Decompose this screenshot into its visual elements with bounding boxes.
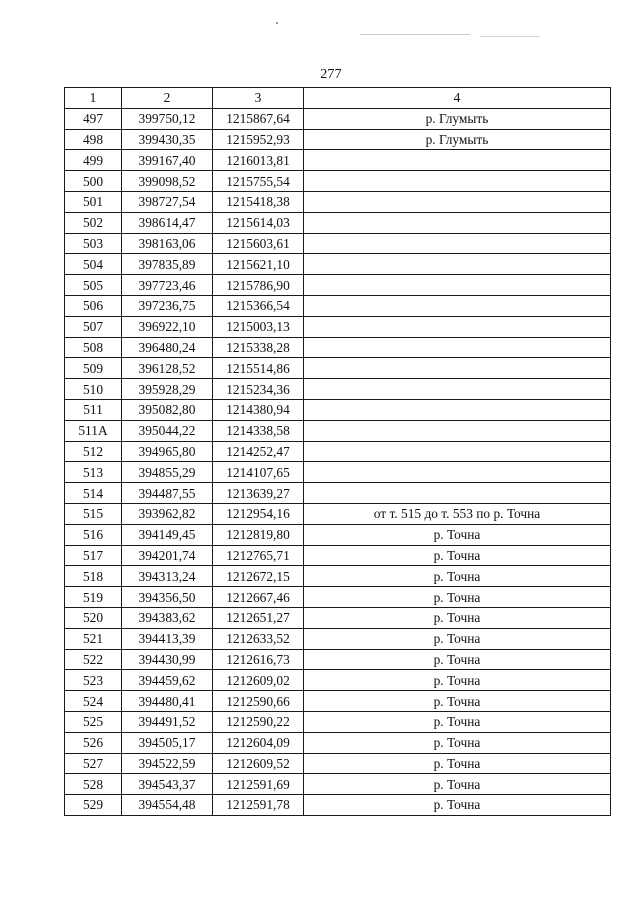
table-row: [65, 379, 611, 400]
cell-x-coordinate: 396480,24: [122, 337, 213, 358]
cell-note: р. Точна: [304, 732, 611, 753]
cell-x-coordinate: 394522,59: [122, 753, 213, 774]
cell-note: р. Точна: [304, 711, 611, 732]
cell-x-coordinate: 395928,29: [122, 379, 213, 400]
cell-point-number: 514: [65, 483, 122, 504]
cell-x-coordinate: 398727,54: [122, 191, 213, 212]
cell-x-coordinate: 394149,45: [122, 524, 213, 545]
cell-point-number: 501: [65, 191, 122, 212]
cell-point-number: 497: [65, 108, 122, 129]
scan-speck: [276, 22, 278, 24]
cell-x-coordinate: 395044,22: [122, 420, 213, 441]
table-row: [65, 108, 611, 129]
cell-y-coordinate: 1215867,64: [213, 108, 304, 129]
table-row: [65, 337, 611, 358]
table-row: [65, 607, 611, 628]
cell-point-number: 517: [65, 545, 122, 566]
scan-speck: [480, 36, 540, 37]
table-row: [65, 795, 611, 816]
cell-x-coordinate: 394965,80: [122, 441, 213, 462]
column-header-x: 2: [122, 88, 213, 109]
cell-y-coordinate: 1212590,66: [213, 691, 304, 712]
cell-x-coordinate: 394413,39: [122, 628, 213, 649]
cell-y-coordinate: 1212591,69: [213, 774, 304, 795]
cell-x-coordinate: 394201,74: [122, 545, 213, 566]
cell-note: р. Глумыть: [304, 129, 611, 150]
cell-note: [304, 191, 611, 212]
cell-point-number: 512: [65, 441, 122, 462]
cell-point-number: 506: [65, 295, 122, 316]
cell-point-number: 511: [65, 399, 122, 420]
cell-point-number: 504: [65, 254, 122, 275]
cell-y-coordinate: 1212765,71: [213, 545, 304, 566]
cell-x-coordinate: 394383,62: [122, 607, 213, 628]
table-row: [65, 171, 611, 192]
cell-note: [304, 420, 611, 441]
cell-note: [304, 212, 611, 233]
table-header-row: [65, 88, 611, 109]
cell-x-coordinate: 394459,62: [122, 670, 213, 691]
cell-y-coordinate: 1212651,27: [213, 607, 304, 628]
page-number: 277: [320, 67, 342, 82]
cell-y-coordinate: 1215514,86: [213, 358, 304, 379]
table-row: [65, 275, 611, 296]
table-row: [65, 711, 611, 732]
cell-x-coordinate: 394487,55: [122, 483, 213, 504]
cell-x-coordinate: 394543,37: [122, 774, 213, 795]
cell-note: р. Точна: [304, 545, 611, 566]
cell-note: р. Точна: [304, 607, 611, 628]
table-row: [65, 691, 611, 712]
table-row: [65, 399, 611, 420]
cell-note: [304, 462, 611, 483]
cell-note: [304, 337, 611, 358]
cell-x-coordinate: 394505,17: [122, 732, 213, 753]
cell-y-coordinate: 1212667,46: [213, 587, 304, 608]
cell-note: [304, 441, 611, 462]
table-row: [65, 420, 611, 441]
cell-y-coordinate: 1214107,65: [213, 462, 304, 483]
cell-note: р. Точна: [304, 795, 611, 816]
table-row: [65, 191, 611, 212]
table-row: [65, 483, 611, 504]
cell-x-coordinate: 394491,52: [122, 711, 213, 732]
cell-y-coordinate: 1214380,94: [213, 399, 304, 420]
table-row: [65, 462, 611, 483]
table-row: [65, 545, 611, 566]
cell-y-coordinate: 1212819,80: [213, 524, 304, 545]
cell-y-coordinate: 1215755,54: [213, 171, 304, 192]
cell-y-coordinate: 1214338,58: [213, 420, 304, 441]
cell-point-number: 526: [65, 732, 122, 753]
scan-speck: [360, 34, 470, 35]
cell-y-coordinate: 1212616,73: [213, 649, 304, 670]
table-row: [65, 524, 611, 545]
cell-point-number: 507: [65, 316, 122, 337]
cell-x-coordinate: 396128,52: [122, 358, 213, 379]
cell-y-coordinate: 1215621,10: [213, 254, 304, 275]
cell-y-coordinate: 1214252,47: [213, 441, 304, 462]
cell-note: от т. 515 до т. 553 по р. Точна: [304, 503, 611, 524]
cell-note: р. Точна: [304, 774, 611, 795]
cell-point-number: 518: [65, 566, 122, 587]
cell-y-coordinate: 1215952,93: [213, 129, 304, 150]
cell-point-number: 503: [65, 233, 122, 254]
table-row: [65, 358, 611, 379]
table-row: [65, 441, 611, 462]
cell-point-number: 509: [65, 358, 122, 379]
cell-x-coordinate: 395082,80: [122, 399, 213, 420]
cell-note: [304, 483, 611, 504]
column-header-point: 1: [65, 88, 122, 109]
cell-note: р. Точна: [304, 649, 611, 670]
cell-x-coordinate: 394430,99: [122, 649, 213, 670]
cell-note: [304, 150, 611, 171]
table-row: [65, 503, 611, 524]
cell-x-coordinate: 394855,29: [122, 462, 213, 483]
cell-note: [304, 399, 611, 420]
cell-y-coordinate: 1215366,54: [213, 295, 304, 316]
cell-note: [304, 254, 611, 275]
cell-point-number: 499: [65, 150, 122, 171]
cell-y-coordinate: 1215418,38: [213, 191, 304, 212]
cell-note: р. Точна: [304, 566, 611, 587]
table-row: [65, 587, 611, 608]
cell-x-coordinate: 399750,12: [122, 108, 213, 129]
cell-y-coordinate: 1213639,27: [213, 483, 304, 504]
cell-note: [304, 275, 611, 296]
cell-point-number: 523: [65, 670, 122, 691]
cell-point-number: 529: [65, 795, 122, 816]
cell-point-number: 508: [65, 337, 122, 358]
cell-x-coordinate: 396922,10: [122, 316, 213, 337]
cell-y-coordinate: 1212609,02: [213, 670, 304, 691]
cell-note: р. Точна: [304, 670, 611, 691]
cell-x-coordinate: 394356,50: [122, 587, 213, 608]
cell-point-number: 502: [65, 212, 122, 233]
coordinates-table: [64, 87, 611, 816]
table-row: [65, 316, 611, 337]
cell-y-coordinate: 1212609,52: [213, 753, 304, 774]
cell-point-number: 525: [65, 711, 122, 732]
cell-y-coordinate: 1212591,78: [213, 795, 304, 816]
table-row: [65, 566, 611, 587]
cell-x-coordinate: 397835,89: [122, 254, 213, 275]
cell-note: р. Глумыть: [304, 108, 611, 129]
cell-note: [304, 171, 611, 192]
cell-note: [304, 379, 611, 400]
cell-x-coordinate: 399167,40: [122, 150, 213, 171]
cell-y-coordinate: 1215786,90: [213, 275, 304, 296]
cell-y-coordinate: 1215003,13: [213, 316, 304, 337]
table-row: [65, 649, 611, 670]
table-row: [65, 670, 611, 691]
column-header-y: 3: [213, 88, 304, 109]
cell-point-number: 528: [65, 774, 122, 795]
cell-y-coordinate: 1212954,16: [213, 503, 304, 524]
cell-point-number: 511А: [65, 420, 122, 441]
cell-point-number: 522: [65, 649, 122, 670]
cell-point-number: 520: [65, 607, 122, 628]
cell-x-coordinate: 397236,75: [122, 295, 213, 316]
cell-note: [304, 358, 611, 379]
cell-x-coordinate: 397723,46: [122, 275, 213, 296]
table-row: [65, 254, 611, 275]
cell-x-coordinate: 393962,82: [122, 503, 213, 524]
cell-y-coordinate: 1212604,09: [213, 732, 304, 753]
cell-note: р. Точна: [304, 691, 611, 712]
cell-point-number: 513: [65, 462, 122, 483]
cell-note: р. Точна: [304, 628, 611, 649]
table-row: [65, 212, 611, 233]
cell-x-coordinate: 399430,35: [122, 129, 213, 150]
table-body: [65, 108, 611, 815]
column-header-note: 4: [304, 88, 611, 109]
table-row: [65, 732, 611, 753]
cell-x-coordinate: 398614,47: [122, 212, 213, 233]
cell-y-coordinate: 1212672,15: [213, 566, 304, 587]
table-row: [65, 295, 611, 316]
cell-x-coordinate: 399098,52: [122, 171, 213, 192]
cell-y-coordinate: 1216013,81: [213, 150, 304, 171]
cell-point-number: 500: [65, 171, 122, 192]
cell-y-coordinate: 1215338,28: [213, 337, 304, 358]
table-row: [65, 233, 611, 254]
cell-x-coordinate: 398163,06: [122, 233, 213, 254]
cell-note: р. Точна: [304, 524, 611, 545]
cell-x-coordinate: 394480,41: [122, 691, 213, 712]
cell-note: [304, 295, 611, 316]
cell-point-number: 510: [65, 379, 122, 400]
cell-point-number: 505: [65, 275, 122, 296]
cell-point-number: 519: [65, 587, 122, 608]
cell-note: р. Точна: [304, 587, 611, 608]
cell-y-coordinate: 1215603,61: [213, 233, 304, 254]
cell-x-coordinate: 394554,48: [122, 795, 213, 816]
cell-point-number: 524: [65, 691, 122, 712]
table-row: [65, 753, 611, 774]
cell-point-number: 527: [65, 753, 122, 774]
cell-x-coordinate: 394313,24: [122, 566, 213, 587]
cell-note: [304, 233, 611, 254]
cell-y-coordinate: 1215234,36: [213, 379, 304, 400]
cell-point-number: 498: [65, 129, 122, 150]
table-row: [65, 150, 611, 171]
cell-point-number: 516: [65, 524, 122, 545]
cell-note: [304, 316, 611, 337]
cell-note: р. Точна: [304, 753, 611, 774]
table-row: [65, 628, 611, 649]
table-row: [65, 129, 611, 150]
cell-point-number: 515: [65, 503, 122, 524]
cell-y-coordinate: 1212633,52: [213, 628, 304, 649]
cell-point-number: 521: [65, 628, 122, 649]
cell-y-coordinate: 1212590,22: [213, 711, 304, 732]
table-row: [65, 774, 611, 795]
cell-y-coordinate: 1215614,03: [213, 212, 304, 233]
